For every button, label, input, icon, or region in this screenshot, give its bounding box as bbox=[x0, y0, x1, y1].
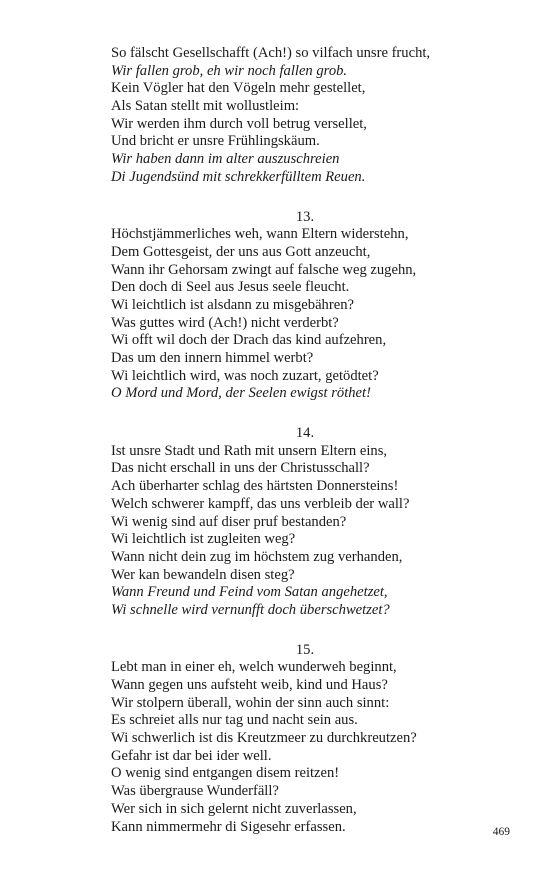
verse-line: Wi offt wil doch der Drach das kind aufzehren, bbox=[111, 332, 387, 349]
verse-line: Kein Vögler hat den Vögeln mehr gestellet, bbox=[111, 80, 366, 97]
verse-line: Es schreiet alls nur tag und nacht sein aus. bbox=[111, 712, 358, 729]
verse-line: Di Jugendsünd mit schrekkerfülltem Reuen. bbox=[111, 168, 366, 185]
verse-line: Wi leichtlich ist alsdann zu misgebähren? bbox=[111, 296, 354, 313]
verse-line: Wi schnelle wird vernunfft doch überschwetzet? bbox=[111, 601, 390, 618]
stanza-number: 15. bbox=[295, 641, 315, 658]
verse-line: O Mord und Mord, der Seelen ewigst röthet! bbox=[111, 385, 371, 402]
stanza-15 bbox=[111, 642, 511, 837]
stanza-12-continuation bbox=[111, 45, 511, 187]
verse-line: So fälscht Gesellschafft (Ach!) so vilfach unsre frucht, bbox=[111, 45, 431, 61]
verse-line: Was guttes wird (Ach!) nicht verderbt? bbox=[111, 314, 339, 331]
verse-line: Wi schwerlich ist dis Kreutzmeer zu durchkreutzen? bbox=[111, 730, 417, 747]
verse-line: Und bricht er unsre Frühlingskäum. bbox=[111, 133, 320, 150]
verse-line: Wi leichtlich wird, was noch zuzart, getödtet? bbox=[111, 367, 379, 384]
stanza-number: 14. bbox=[295, 425, 315, 442]
verse-line: Wer sich in sich gelernt nicht zuverlassen, bbox=[111, 800, 357, 817]
verse-line: Dem Gottesgeist, der uns aus Gott anzeucht, bbox=[111, 243, 371, 260]
verse-line: Welch schwerer kampff, das uns verbleib der wall? bbox=[111, 495, 410, 512]
verse-line: Wi leichtlich ist zugleiten weg? bbox=[111, 531, 296, 548]
verse-line: Wi wenig sind auf diser pruf bestanden? bbox=[111, 513, 347, 530]
stanza-13 bbox=[111, 209, 511, 404]
verse-line: Kann nimmermehr di Sigesehr erfassen. bbox=[111, 818, 346, 835]
verse-line: Das nicht erschall in uns der Christusschall? bbox=[111, 460, 370, 477]
verse-line: Wir stolpern überall, wohin der sinn auch sinnt: bbox=[111, 694, 390, 711]
verse-line: Wann Freund und Feind vom Satan angehetzet, bbox=[111, 584, 388, 601]
verse-line: Den doch di Seel aus Jesus seele fleucht. bbox=[111, 279, 350, 296]
verse-line: Ach überharter schlag des härtsten Donnersteins! bbox=[111, 478, 399, 495]
verse-line: Wer kan bewandeln disen steg? bbox=[111, 566, 295, 583]
verse-line: Als Satan stellt mit wollustleim: bbox=[111, 98, 300, 115]
verse-line: Wir fallen grob, eh wir noch fallen grob. bbox=[111, 62, 348, 79]
stanza-14 bbox=[111, 425, 511, 620]
verse-line: Höchstjämmerliches weh, wann Eltern widerstehn, bbox=[111, 226, 409, 243]
verse-line: Das um den innern himmel werbt? bbox=[111, 350, 314, 366]
verse-line: Was übergrause Wunderfäll? bbox=[111, 783, 279, 800]
verse-line: Wann ihr Gehorsam zwingt auf falsche weg zugehn, bbox=[111, 261, 417, 278]
verse-line: Wir werden ihm durch voll betrug versellet, bbox=[111, 115, 367, 132]
verse-line: Wir haben dann im alter auszuschreien bbox=[111, 151, 340, 168]
stanza-number: 13. bbox=[295, 208, 315, 225]
verse-line: O wenig sind entgangen disem reitzen! bbox=[111, 765, 340, 782]
poem-text bbox=[111, 45, 511, 858]
verse-line: Ist unsre Stadt und Rath mit unsern Eltern eins, bbox=[111, 442, 388, 459]
verse-line: Wann gegen uns aufsteht weib, kind und Haus? bbox=[111, 677, 388, 693]
verse-line: Wann nicht dein zug im höchstem zug verhanden, bbox=[111, 548, 403, 565]
page-number: 469 bbox=[492, 826, 510, 838]
verse-line: Lebt man in einer eh, welch wunderweh beginnt, bbox=[111, 659, 397, 676]
verse-line: Gefahr ist dar bei ider well. bbox=[111, 747, 272, 764]
